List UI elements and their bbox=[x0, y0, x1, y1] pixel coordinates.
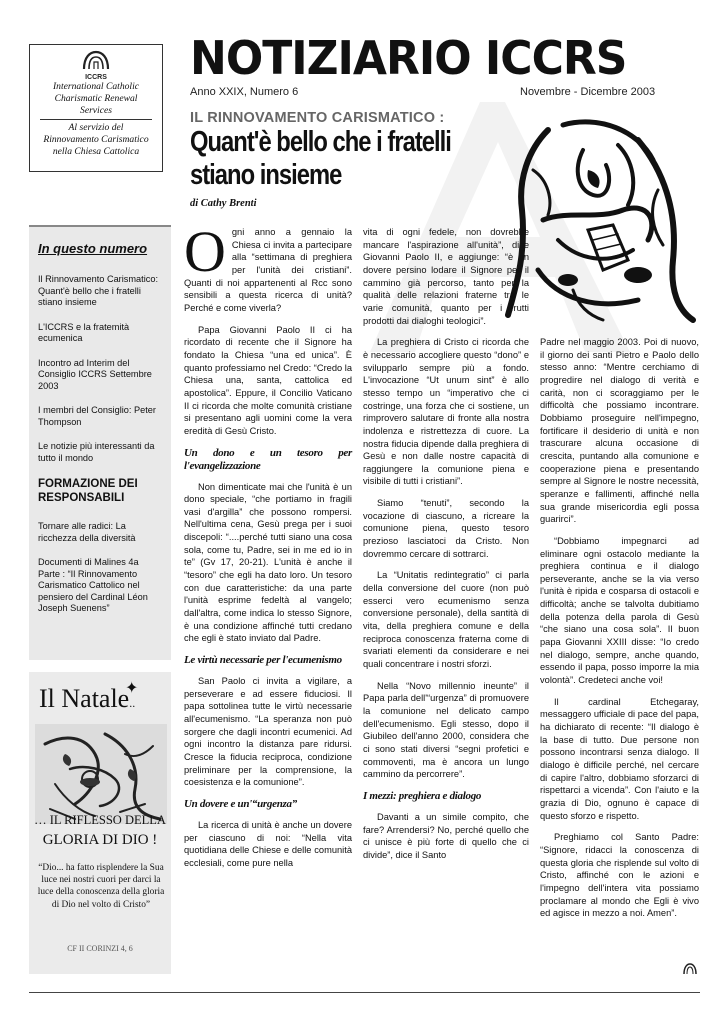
article-paragraph: San Paolo ci invita a vigilare, a perseverare e ad essere fiduciosi. Il papa sottolinea tutte le virtù necessarie all'ecumenismo. “La speranza non può sorgere che dagli incontri ecumenici. Ad ogni incontro la distanza pare ridursi. Cresce la fiducia reciproca, condizione preliminare per la comprensione, la coesistenza e la comunione”. bbox=[184, 676, 352, 788]
christmas-title-text: Il Natale bbox=[39, 684, 130, 713]
footer-divider bbox=[29, 992, 700, 993]
article-column-1 bbox=[184, 219, 352, 879]
article-paragraph: Non dimenticate mai che l'unità è un dono speciale, “che portiamo in fragili vasi d'argilla” che possono rompersi. Nell'ultima cena, Gesù prega per i suoi discepoli: “....perché tutti siano una cosa sola, come tu, Padre, sei in me ed io in te” (Gv 17, 20-21). L'unità è anche il “tesoro” che egli ha dato loro. Un tesoro con due caratteristiche: da una parte l'unità esprime fedeltà al vangelo; dall'altra, come indica lo stesso Signore, è una condizione affinché tutti credano che egli è stato inviato dal Padre. bbox=[184, 481, 352, 644]
article-paragraph: Papa Giovanni Paolo II ci ha ricordato di recente che il Signore ha fondato la Chiesa “una ed unica”. È quanto professiamo nel Credo: “Credo la Chiesa una, santa, cattolica ed apostolica”. Eppure, il Concilio Vaticano II ci ricorda che molte comunità cristiane si presentano agli uomini come la vera eredità di Gesù Cristo. bbox=[184, 324, 352, 436]
christmas-title bbox=[39, 684, 135, 714]
article-paragraph: Preghiamo col Santo Padre: “Signore, ridacci la conoscenza di questa gloria che risplende sul volto di Cristo, affinché con le azioni e l'impegno dell'intera vita possiamo proclamare al mondo che Egli è vivo ed agisce in mezzo a noi. Amen”. bbox=[540, 832, 699, 919]
christmas-subtitle-1: … IL RIFLESSO DELLA bbox=[34, 813, 166, 827]
end-of-article-icon bbox=[682, 963, 698, 975]
article-paragraph: La ricerca di unità è anche un dovere per ciascuno di noi: “Nella vita quotidiana delle Chiese e delle comunità ecclesiali, come pure nella bbox=[184, 819, 352, 868]
christmas-subtitle-2: GLORIA DI DIO ! bbox=[42, 832, 158, 848]
issue-number: Anno XXIX, Numero 6 bbox=[190, 86, 299, 98]
article-paragraph: Nella “Novo millennio ineunte” il Papa parla dell'“urgenza” di promuovere la comunione nel delicato campo dell'ecumenismo. Egli stesso, dopo il Giubileo dell'anno 2000, considera che ci sono stati diversi “segni profetici e commoventi, ma è ancora un lungo cammino da percorrere”. bbox=[363, 680, 529, 780]
toc-item[interactable]: Le notizie più interessanti da tutto il mondo bbox=[38, 441, 155, 463]
article-paragraph: Padre nel maggio 2003. Poi di nuovo, il giorno dei santi Pietro e Paolo dello stesso anno: “Mentre cerchiamo di progredire nel dialogo di verità e carità, non ci scoraggiamo per le difficoltà che possiamo incontrare. Dobbiamo proseguire nell'impegno, fortificare il desiderio di unità e non trascurare alcuna occasione di crescita, puntando alla comunione e cooperazione piena e presentando sempre al Signore le nostre necessità, speranze e fallimenti, affinché nella sua grande misericordia egli possa guarirci”. bbox=[540, 337, 699, 525]
section-heading: Un dovere e un'“urgenza” bbox=[184, 797, 297, 810]
toc-item[interactable]: Il Rinnovamento Carismatico: Quant'è bello che i fratelli stiano insieme bbox=[38, 274, 158, 307]
toc-item[interactable]: Incontro ad Interim del Consiglio ICCRS Settembre 2003 bbox=[38, 357, 152, 391]
org-name-line: International Catholic bbox=[52, 81, 140, 92]
article-paragraph: vita di ogni fedele, non dovrebbe mancare l'aspirazione all'unità”, dice Giovanni Paolo II, e aggiunge: “è un dovere persino lodare il Signore per il cammino già percorso, tanto per la qualità delle relazioni fraterne tra le varie comunità, quanto per i frutti prodotti dai dialoghi teologici”. bbox=[363, 227, 529, 326]
toc-item[interactable]: Tornare alle radici: La ricchezza della diversità bbox=[38, 521, 136, 543]
section-heading: I mezzi: preghiera e dialogo bbox=[363, 789, 482, 802]
divider bbox=[40, 119, 152, 120]
org-service-line: Al servizio del bbox=[68, 122, 124, 133]
newsletter-title: NOTIZIARIO ICCRS bbox=[190, 32, 627, 86]
section-heading: Le virtù necessarie per l'ecumenismo bbox=[184, 654, 342, 667]
christmas-title-dots: .. bbox=[129, 696, 136, 710]
toc-item[interactable]: I membri del Consiglio: Peter Thompson bbox=[38, 405, 156, 427]
drop-cap: O bbox=[184, 219, 226, 284]
article-byline: di Cathy Brenti bbox=[190, 198, 257, 209]
article-paragraph: “Dobbiamo impegnarci ad eliminare ogni ostacolo mediante la preghiera continua e il dialogo perseverante, anche se la via verso l'unità è ripida e cosparsa di ostacoli e difficoltà; anche se talvolta dubitiamo della potenza della parola di Gesù “che siano una cosa sola”. Il buon papa Giovanni XXIII disse: “Io credo nel dialogo, sempre, anche quando, essendo il papa, posso imporre la mia volontà”. Credeteci anche voi! bbox=[540, 535, 699, 686]
nativity-illustration bbox=[35, 724, 167, 824]
article-kicker: IL RINNOVAMENTO CARISMATICO : bbox=[190, 110, 445, 126]
toc-heading: In questo numero bbox=[38, 241, 148, 256]
article-paragraph: La “Unitatis redintegratio” ci parla della conversione del cuore (non può esserci vero ecumenismo senza conversione personale), della santità di vita, della preghiera comune e della reciproca conoscenza fraterna come di svariati elementi da considerare e nei quali concentrare i nostri sforzi. bbox=[363, 570, 529, 669]
christmas-quote: “Dio... ha fatto risplendere la Sua luce nei nostri cuori per darci la luce della conoscenza della gloria di Dio nel volto di Cristo” bbox=[37, 863, 165, 910]
article-paragraph: La preghiera di Cristo ci ricorda che è necessario accogliere questo “dono” e svilupparlo sempre più a fondo. L'invocazione “Ut unum sint” è allo stesso tempo un “imperativo che ci costringe, una forza che ci sostiene, un rimprovero salutare di fronte alla nostra indolenza e ristrettezza di cuore. La nostra fiducia dipende dalla preghiera di Gesù e non dalle nostre capacità di raggiungere la comunione piena e visibile di tutti i cristiani”. bbox=[363, 337, 529, 487]
article-paragraph bbox=[184, 219, 352, 315]
star-icon: ✦ bbox=[125, 680, 139, 697]
article-headline: Quant'è bello che i fratelli stiano insieme bbox=[190, 126, 451, 191]
org-name-line: Services bbox=[80, 105, 112, 116]
logo-text: ICCRS bbox=[85, 74, 107, 81]
article-paragraph: Siamo “tenuti”, secondo la vocazione di ciascuno, a ricreare la comunione piena, questo tesoro prezioso lasciatoci da Cristo. Non dovremmo cercare di sottrarci. bbox=[363, 498, 529, 559]
article-paragraph: Davanti a un simile compito, che fare? Arrendersi? No, perché quello che ci unisce è più forte di quello che ci divide”, dice il Santo bbox=[363, 811, 529, 860]
org-name-line: Charismatic Renewal bbox=[54, 93, 138, 104]
iccrs-logo-icon bbox=[78, 49, 114, 81]
org-service-line: Rinnovamento Carismatico bbox=[43, 134, 149, 145]
paragraph-text: gni anno a gennaio la Chiesa ci invita a partecipare alla “settimana di preghiera per l'unità dei cristiani”. Quanti di noi appartenenti al Rcc sono sensibili a questa ricerca di unità? Perché e come viverla? bbox=[184, 227, 352, 313]
toc-item[interactable]: Documenti di Malines 4a Parte : “Il Rinnovamento Carismatico Cattolico nel pensiero del Cardinal Léon Joseph Suenens” bbox=[38, 557, 148, 613]
org-service-line: nella Chiesa Cattolica bbox=[52, 146, 140, 157]
org-info-box bbox=[29, 44, 163, 172]
table-of-contents bbox=[29, 225, 171, 660]
article-paragraph: Il cardinal Etchegaray, messaggero ufficiale di pace del papa, ha dichiarato di recente: “Il dialogo è la base di tutto. Due persone non possono incontrarsi senza dialogo. Il dialogo è difficile perché, nel cercare di capire l'altro, dobbiamo sforzarci di rispettarci a vicenda”. Con l'aiuto e la grazia di Dio, ognuno è capace di questo sforzo e rispetto. bbox=[540, 696, 699, 821]
toc-item[interactable]: L'ICCRS e la fratemità ecumenica bbox=[38, 321, 130, 343]
article-column-2 bbox=[363, 226, 529, 871]
section-heading: Un dono e un tesoro per l'evangelizzazione bbox=[184, 446, 352, 472]
issue-date: Novembre - Dicembre 2003 bbox=[520, 86, 656, 98]
toc-section-heading: FORMAZIONE DEI RESPONSABILI bbox=[38, 478, 138, 504]
article-column-3 bbox=[540, 336, 699, 929]
christmas-quote-reference: CF II CORINZI 4, 6 bbox=[67, 944, 133, 953]
